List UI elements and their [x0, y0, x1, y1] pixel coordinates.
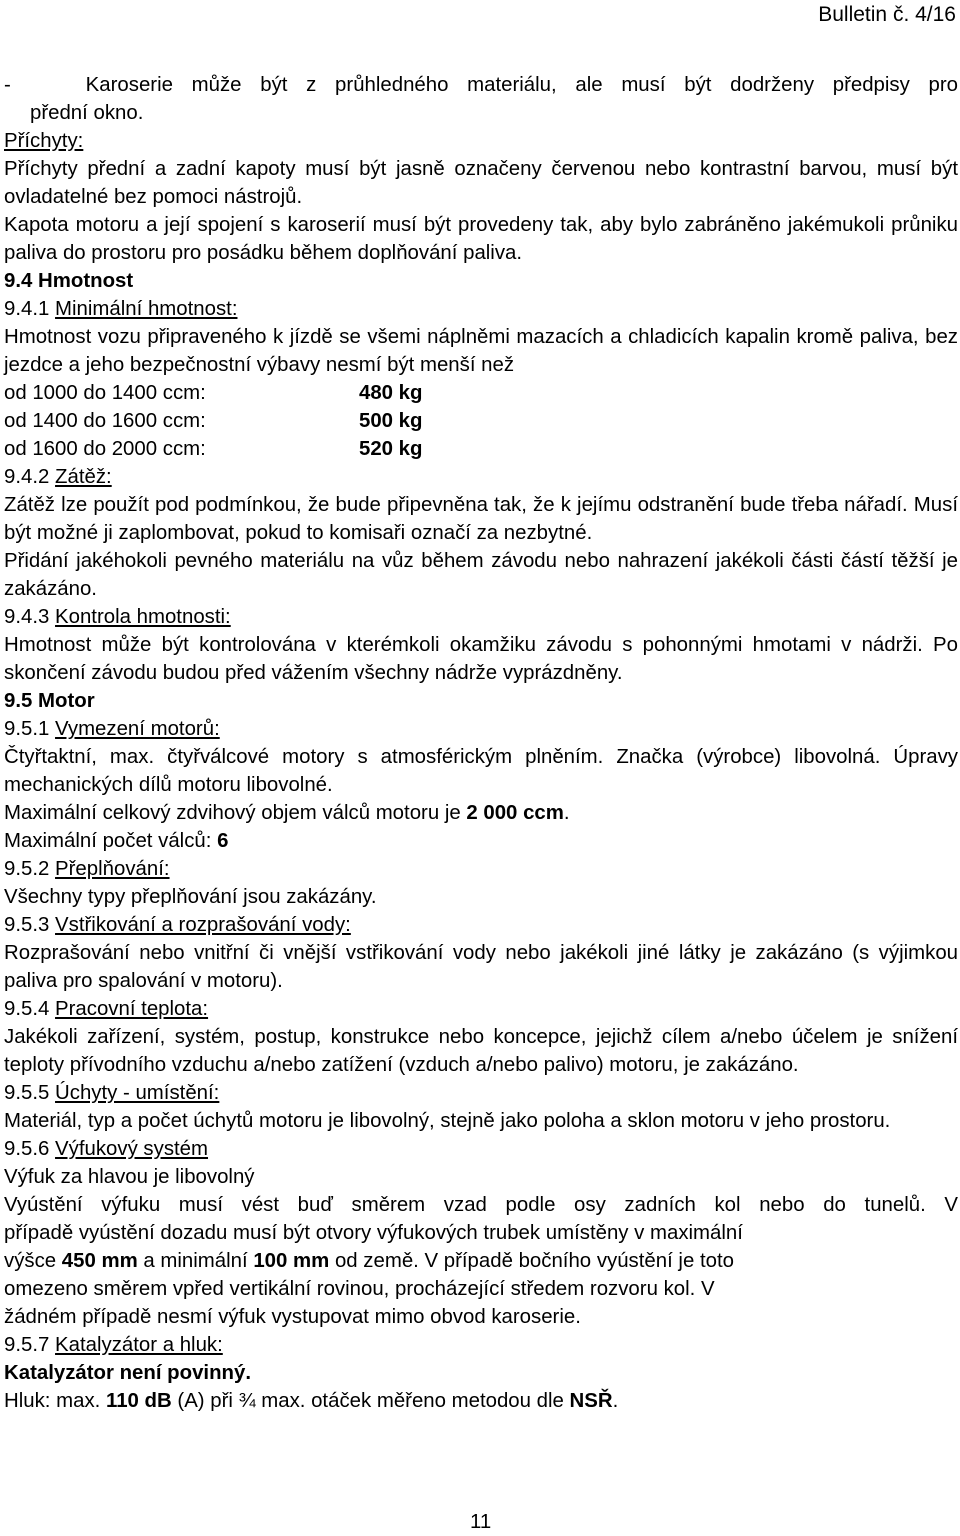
- exhaust-para-line: případě vyústění dozadu musí být otvory výfukových trubek umístěny v maximální: [4, 1222, 743, 1244]
- subsection-9-5-2-title: 9.5.2 Přeplňování:: [4, 858, 170, 880]
- prichyty-text: Příchyty přední a zadní kapoty musí být jasně označeny červenou nebo kontrastní barvou, musí být ovladatelné bez pomoci nástrojů.: [4, 158, 958, 208]
- exhaust-para-line: výšce 450 mm a minimální 100 mm od země. V případě bočního vyústění je toto: [4, 1250, 734, 1272]
- ballast-text-2: Přidání jakéhokoli pevného materiálu na vůz během závodu nebo nahrazení jakékoli části částí těžší je zakázáno.: [4, 550, 958, 600]
- weight-value: 500 kg: [359, 410, 423, 432]
- subsection-9-4-1-title: 9.4.1 Minimální hmotnost:: [4, 298, 238, 320]
- document-body: [4, 71, 958, 1415]
- noise-text: Hluk: max. 110 dB (A) při ¾ max. otáček měřeno metodou dle NSŘ.: [4, 1390, 619, 1412]
- weight-range: od 1000 do 1400 ccm:: [4, 382, 206, 404]
- section-heading-9-5: 9.5 Motor: [4, 690, 95, 712]
- weight-range: od 1600 do 2000 ccm:: [4, 438, 206, 460]
- engine-volume-text: Maximální celkový zdvihový objem válců motoru je 2 000 ccm.: [4, 802, 570, 824]
- subsection-9-5-4-title: 9.5.4 Pracovní teplota:: [4, 998, 209, 1020]
- subsection-9-4-3-title: 9.4.3 Kontrola hmotnosti:: [4, 606, 231, 628]
- bodywork-line-1: - Karoserie může být z průhledného materiálu, ale musí být dodrženy předpisy pro: [4, 74, 958, 96]
- bodywork-line-2: přední okno.: [30, 102, 144, 124]
- supercharging-text: Všechny typy přeplňování jsou zakázány.: [4, 886, 377, 908]
- working-temp-text: Jakékoli zařízení, systém, postup, konstrukce nebo koncepce, jejichž cílem a/nebo účelem je snížení teploty přívodního vzduchu a/nebo zatížení (vzduch a/nebo palivo) motoru, je zakázáno.: [4, 1026, 958, 1076]
- kapota-text: Kapota motoru a její spojení s karoserií musí být provedeny tak, aby bylo zabráněno jakémukoli průniku paliva do prostoru pro posádku během doplňování paliva.: [4, 214, 958, 264]
- subsection-9-5-1-title: 9.5.1 Vymezení motorů:: [4, 718, 220, 740]
- weight-value: 520 kg: [359, 438, 423, 460]
- exhaust-para-line: Vyústění výfuku musí vést buď směrem vzad podle osy zadních kol nebo do tunelů. V: [4, 1194, 958, 1216]
- cylinders-text: Maximální počet válců: 6: [4, 830, 229, 852]
- exhaust-para-line: žádném případě nesmí výfuk vystupovat mimo obvod karoserie.: [4, 1306, 581, 1328]
- subsection-9-5-6-title: 9.5.6 Výfukový systém: [4, 1138, 209, 1160]
- bulletin-header: Bulletin č. 4/16: [818, 3, 956, 26]
- prichyty-title: Příchyty:: [4, 130, 84, 152]
- min-weight-text: Hmotnost vozu připraveného k jízdě se všemi náplněmi mazacích a chladicích kapalin kromě paliva, bez jezdce a jeho bezpečnostní výbavy nesmí být menší než: [4, 326, 958, 376]
- weight-check-text: Hmotnost může být kontrolována v kterémkoli okamžiku závodu s pohonnými hmotami v nádrži. Po skončení závodu budou před vážením všechny nádrže vyprázdněny.: [4, 634, 958, 684]
- water-injection-text: Rozprašování nebo vnitřní či vnější vstřikování vody nebo jakékoli jiné látky je zakázáno (s výjimkou paliva pro spalování v motoru).: [4, 942, 958, 992]
- weight-row: [4, 407, 958, 435]
- mounts-text: Materiál, typ a počet úchytů motoru je libovolný, stejně jako poloha a sklon motoru v jeho prostoru.: [4, 1110, 891, 1132]
- ballast-text: Zátěž lze použít pod podmínkou, že bude připevněna tak, že k jejímu odstranění bude třeba nářadí. Musí být možné ji zaplombovat, pokud to komisaři označí za nezbytné.: [4, 494, 958, 544]
- exhaust-line-1: Výfuk za hlavou je libovolný: [4, 1166, 255, 1188]
- catalyst-text: Katalyzátor není povinný.: [4, 1362, 251, 1384]
- engine-definition-text: Čtyřtaktní, max. čtyřválcové motory s atmosférickým plněním. Značka (výrobce) libovolná. Úpravy mechanických dílů motoru libovolné.: [4, 746, 958, 796]
- exhaust-para-line: omezeno směrem vpřed vertikální rovinou, procházející středem rozvoru kol. V: [4, 1278, 715, 1300]
- weight-value: 480 kg: [359, 382, 423, 404]
- page-number: 11: [470, 1511, 492, 1533]
- weight-row: [4, 379, 958, 407]
- subsection-9-5-5-title: 9.5.5 Úchyty - umístění:: [4, 1082, 220, 1104]
- subsection-9-5-3-title: 9.5.3 Vstřikování a rozprašování vody:: [4, 914, 351, 936]
- weight-row: [4, 435, 958, 463]
- weight-range: od 1400 do 1600 ccm:: [4, 410, 206, 432]
- section-heading-9-4: 9.4 Hmotnost: [4, 270, 134, 292]
- subsection-9-4-2-title: 9.4.2 Zátěž:: [4, 466, 112, 488]
- subsection-9-5-7-title: 9.5.7 Katalyzátor a hluk:: [4, 1334, 223, 1356]
